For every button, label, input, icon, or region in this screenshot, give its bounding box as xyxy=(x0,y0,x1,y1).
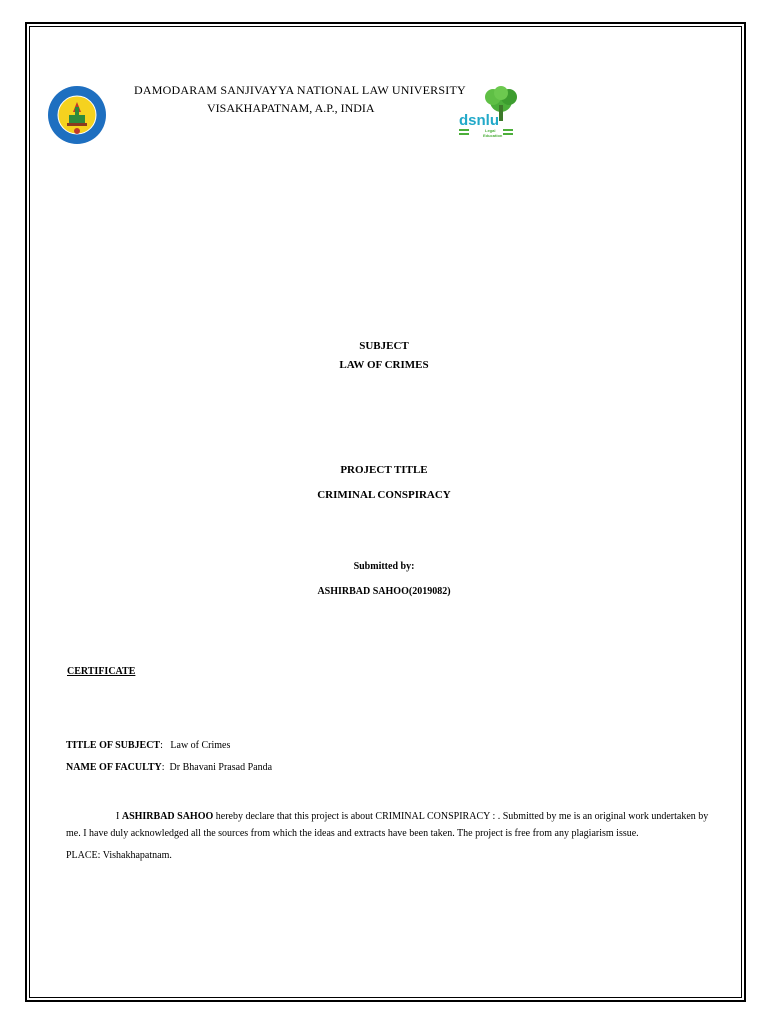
declaration-prefix: I xyxy=(116,811,120,822)
svg-text:Education: Education xyxy=(483,133,503,138)
student-name: ASHIRBAD SAHOO(2019082) xyxy=(317,586,451,597)
name-of-faculty-separator: : xyxy=(161,762,165,773)
subject-value: LAW OF CRIMES xyxy=(339,359,429,371)
university-address: VISAKHAPATNAM, A.P., INDIA xyxy=(207,101,375,115)
subject-label: SUBJECT xyxy=(359,340,409,352)
university-name: DAMODARAM SANJIVAYYA NATIONAL LAW UNIVERSITY xyxy=(134,83,466,97)
title-of-subject-value: Law of Crimes xyxy=(170,740,231,751)
title-of-subject-label: TITLE OF SUBJECT xyxy=(66,740,161,751)
project-title-value: CRIMINAL CONSPIRACY xyxy=(317,489,451,501)
name-of-faculty-value: Dr Bhavani Prasad Panda xyxy=(169,762,273,773)
declaration-paragraph xyxy=(66,808,712,842)
dsnlu-wordmark: dsnlu xyxy=(459,112,499,129)
svg-text:Legal: Legal xyxy=(485,128,496,133)
submitted-by-label: Submitted by: xyxy=(353,561,415,572)
certificate-heading: CERTIFICATE xyxy=(67,666,136,677)
name-of-faculty-label: NAME OF FACULTY xyxy=(66,762,162,773)
project-title-label: PROJECT TITLE xyxy=(340,464,428,476)
declaration-name: ASHIRBAD SAHOO xyxy=(121,811,214,822)
place-line: PLACE: Vishakhapatnam. xyxy=(66,850,172,861)
name-of-faculty-row xyxy=(66,762,272,773)
title-of-subject-separator: : xyxy=(160,740,163,751)
university-seal-logo xyxy=(47,85,107,145)
declaration-text: hereby declare that this project is about CRIMINAL CONSPIRACY : . Submitted by me is an original work undertaken by me. I have duly acknowledged all the sources from which the ideas and extracts have been taken. The project is free from any plagiarism issue. xyxy=(66,811,709,839)
title-of-subject-row xyxy=(66,740,230,751)
